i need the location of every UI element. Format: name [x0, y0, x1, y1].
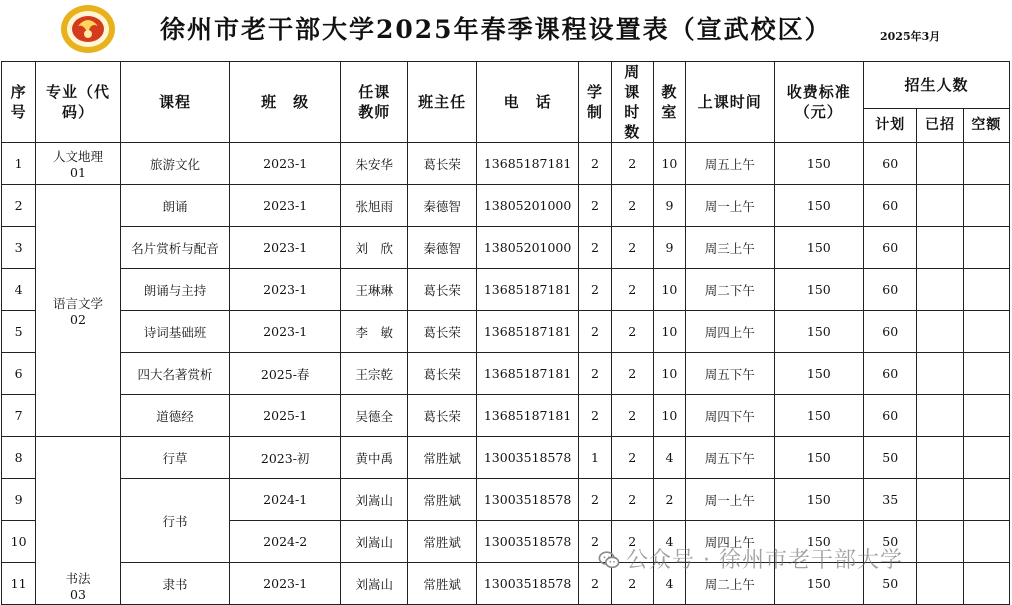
cell-term: 2 — [579, 353, 611, 395]
cell-weekly: 2 — [611, 311, 653, 353]
cell-course: 诗词基础班 — [120, 311, 230, 353]
cell-teacher: 刘 欣 — [341, 227, 408, 269]
cell-weekly: 2 — [611, 143, 653, 185]
cell-no: 4 — [2, 269, 36, 311]
cell-weekly: 2 — [611, 521, 653, 563]
cell-teacher: 刘嵩山 — [341, 563, 408, 605]
cell-course: 四大名著赏析 — [120, 353, 230, 395]
cell-teacher: 张旭雨 — [341, 185, 408, 227]
cell-weekly: 2 — [611, 479, 653, 521]
cell-term: 2 — [579, 479, 611, 521]
cell-teacher: 王琳琳 — [341, 269, 408, 311]
cell-phone: 13685187181 — [476, 311, 579, 353]
cell-plan: 50 — [864, 563, 917, 605]
cell-enrolled — [917, 269, 963, 311]
cell-phone: 13685187181 — [476, 353, 579, 395]
cell-class: 2023-1 — [230, 185, 341, 227]
cell-class: 2023-1 — [230, 311, 341, 353]
table-body — [2, 143, 1010, 605]
watermark — [598, 543, 903, 574]
cell-phone: 13805201000 — [476, 185, 579, 227]
cell-teacher: 黄中禹 — [341, 437, 408, 479]
cell-head: 常胜斌 — [408, 521, 476, 563]
cell-plan: 35 — [864, 479, 917, 521]
cell-vacant — [963, 395, 1009, 437]
col-header-plan: 计划 — [864, 108, 917, 142]
table-row — [2, 437, 1010, 479]
cell-head: 葛长荣 — [408, 143, 476, 185]
school-logo-icon — [60, 4, 116, 54]
cell-plan: 60 — [864, 185, 917, 227]
cell-phone: 13685187181 — [476, 143, 579, 185]
cell-weekly: 2 — [611, 353, 653, 395]
cell-vacant — [963, 437, 1009, 479]
cell-time: 周一上午 — [686, 185, 775, 227]
wechat-icon — [598, 549, 620, 571]
cell-major — [36, 143, 121, 185]
cell-no: 9 — [2, 479, 36, 521]
cell-phone: 13003518578 — [476, 437, 579, 479]
cell-class: 2024-2 — [230, 521, 341, 563]
cell-no: 2 — [2, 185, 36, 227]
cell-vacant — [963, 479, 1009, 521]
cell-no: 6 — [2, 353, 36, 395]
cell-course: 行书 — [120, 479, 230, 563]
cell-no: 10 — [2, 521, 36, 563]
cell-time: 周四上午 — [686, 311, 775, 353]
cell-time: 周一上午 — [686, 479, 775, 521]
cell-course: 道德经 — [120, 395, 230, 437]
cell-head: 葛长荣 — [408, 353, 476, 395]
cell-fee: 150 — [774, 185, 864, 227]
cell-plan: 60 — [864, 353, 917, 395]
cell-teacher: 吴德全 — [341, 395, 408, 437]
cell-time: 周五下午 — [686, 437, 775, 479]
cell-major — [36, 185, 121, 437]
cell-vacant — [963, 269, 1009, 311]
cell-teacher: 刘嵩山 — [341, 521, 408, 563]
major-name: 人文地理 — [52, 149, 103, 164]
col-header-class: 班 级 — [230, 62, 341, 143]
cell-fee: 150 — [774, 521, 864, 563]
course-table — [1, 61, 1010, 605]
cell-term: 2 — [579, 395, 611, 437]
cell-head: 葛长荣 — [408, 269, 476, 311]
major-code: 03 — [70, 587, 86, 602]
cell-class: 2024-1 — [230, 479, 341, 521]
col-header-time: 上课时间 — [686, 62, 775, 143]
col-header-weekly: 周课时数 — [611, 62, 653, 143]
document-date: 2025年3月 — [880, 30, 941, 43]
cell-class: 2023-初 — [230, 437, 341, 479]
cell-time: 周二上午 — [686, 563, 775, 605]
cell-no: 11 — [2, 563, 36, 605]
cell-room: 4 — [653, 437, 685, 479]
cell-time: 周五下午 — [686, 353, 775, 395]
cell-head: 秦德智 — [408, 227, 476, 269]
col-header-major: 专业（代码） — [36, 62, 121, 143]
cell-plan: 60 — [864, 311, 917, 353]
cell-class: 2025-1 — [230, 395, 341, 437]
cell-term: 2 — [579, 521, 611, 563]
cell-head: 常胜斌 — [408, 563, 476, 605]
cell-vacant — [963, 311, 1009, 353]
cell-weekly: 2 — [611, 227, 653, 269]
cell-time: 周五上午 — [686, 143, 775, 185]
cell-vacant — [963, 353, 1009, 395]
cell-enrolled — [917, 227, 963, 269]
cell-course: 朗诵与主持 — [120, 269, 230, 311]
cell-enrolled — [917, 185, 963, 227]
cell-vacant — [963, 227, 1009, 269]
cell-class: 2023-1 — [230, 563, 341, 605]
cell-term: 2 — [579, 227, 611, 269]
cell-weekly: 2 — [611, 185, 653, 227]
col-header-term: 学制 — [579, 62, 611, 143]
cell-course: 行草 — [120, 437, 230, 479]
major-name: 语言文学 — [52, 296, 103, 311]
col-header-fee: 收费标准（元） — [774, 62, 864, 143]
cell-enrolled — [917, 437, 963, 479]
cell-room: 10 — [653, 353, 685, 395]
cell-no: 7 — [2, 395, 36, 437]
cell-major — [36, 437, 121, 605]
cell-time: 周四上午 — [686, 521, 775, 563]
table-row — [2, 395, 1010, 437]
cell-term: 2 — [579, 563, 611, 605]
cell-course: 名片赏析与配音 — [120, 227, 230, 269]
cell-weekly: 2 — [611, 395, 653, 437]
cell-enrolled — [917, 479, 963, 521]
cell-room: 4 — [653, 563, 685, 605]
cell-phone: 13685187181 — [476, 269, 579, 311]
cell-weekly: 2 — [611, 269, 653, 311]
cell-plan: 60 — [864, 227, 917, 269]
page-title: 徐州市老干部大学2025年春季课程设置表（宣武校区） — [160, 15, 832, 44]
table-row — [2, 185, 1010, 227]
cell-room: 10 — [653, 269, 685, 311]
cell-course: 隶书 — [120, 563, 230, 605]
col-header-teacher: 任课教师 — [341, 62, 408, 143]
cell-phone: 13003518578 — [476, 479, 579, 521]
cell-room: 2 — [653, 479, 685, 521]
cell-teacher: 王宗乾 — [341, 353, 408, 395]
major-code: 02 — [70, 312, 86, 327]
cell-no: 5 — [2, 311, 36, 353]
cell-term: 2 — [579, 269, 611, 311]
table-row — [2, 269, 1010, 311]
cell-course: 朗诵 — [120, 185, 230, 227]
col-header-course: 课程 — [120, 62, 230, 143]
table-row — [2, 353, 1010, 395]
cell-fee: 150 — [774, 269, 864, 311]
cell-fee: 150 — [774, 227, 864, 269]
table-row — [2, 143, 1010, 185]
cell-head: 葛长荣 — [408, 311, 476, 353]
cell-head: 常胜斌 — [408, 479, 476, 521]
cell-room: 10 — [653, 311, 685, 353]
cell-head: 秦德智 — [408, 185, 476, 227]
cell-head: 常胜斌 — [408, 437, 476, 479]
table-row — [2, 311, 1010, 353]
cell-weekly: 2 — [611, 437, 653, 479]
cell-class: 2023-1 — [230, 143, 341, 185]
major-name: 书法 — [65, 571, 91, 586]
cell-vacant — [963, 185, 1009, 227]
cell-fee: 150 — [774, 143, 864, 185]
cell-teacher: 朱安华 — [341, 143, 408, 185]
cell-room: 10 — [653, 143, 685, 185]
table-row — [2, 479, 1010, 521]
cell-phone: 13685187181 — [476, 395, 579, 437]
cell-phone: 13003518578 — [476, 563, 579, 605]
cell-term: 1 — [579, 437, 611, 479]
cell-vacant — [963, 521, 1009, 563]
cell-no: 8 — [2, 437, 36, 479]
document-header — [0, 0, 1012, 62]
cell-plan: 50 — [864, 437, 917, 479]
table-row — [2, 227, 1010, 269]
col-header-room: 教室 — [653, 62, 685, 143]
watermark-text: 公众号 · 徐州市老干部大学 — [626, 548, 903, 573]
cell-time: 周二下午 — [686, 269, 775, 311]
cell-enrolled — [917, 143, 963, 185]
cell-plan: 60 — [864, 143, 917, 185]
cell-no: 3 — [2, 227, 36, 269]
cell-term: 2 — [579, 185, 611, 227]
cell-no: 1 — [2, 143, 36, 185]
cell-time: 周四下午 — [686, 395, 775, 437]
cell-fee: 150 — [774, 353, 864, 395]
cell-room: 4 — [653, 521, 685, 563]
cell-teacher: 李 敏 — [341, 311, 408, 353]
table-header-row — [2, 62, 1010, 109]
cell-fee: 150 — [774, 437, 864, 479]
cell-term: 2 — [579, 311, 611, 353]
cell-fee: 150 — [774, 563, 864, 605]
cell-room: 9 — [653, 185, 685, 227]
col-header-no: 序号 — [2, 62, 36, 143]
cell-fee: 150 — [774, 311, 864, 353]
col-header-enroll: 招生人数 — [864, 62, 1010, 109]
cell-vacant — [963, 563, 1009, 605]
cell-phone: 13003518578 — [476, 521, 579, 563]
cell-enrolled — [917, 563, 963, 605]
col-header-enrolled: 已招 — [917, 108, 963, 142]
major-code: 01 — [70, 165, 86, 180]
cell-plan: 60 — [864, 269, 917, 311]
cell-term: 2 — [579, 143, 611, 185]
cell-plan: 50 — [864, 521, 917, 563]
col-header-head-teacher: 班主任 — [408, 62, 476, 143]
cell-course: 旅游文化 — [120, 143, 230, 185]
cell-plan: 60 — [864, 395, 917, 437]
col-header-phone: 电 话 — [476, 62, 579, 143]
cell-class: 2023-1 — [230, 227, 341, 269]
cell-class: 2023-1 — [230, 269, 341, 311]
cell-enrolled — [917, 353, 963, 395]
cell-vacant — [963, 143, 1009, 185]
cell-room: 10 — [653, 395, 685, 437]
col-header-vacant: 空额 — [963, 108, 1009, 142]
cell-room: 9 — [653, 227, 685, 269]
cell-enrolled — [917, 395, 963, 437]
cell-enrolled — [917, 521, 963, 563]
cell-fee: 150 — [774, 479, 864, 521]
cell-fee: 150 — [774, 395, 864, 437]
cell-phone: 13805201000 — [476, 227, 579, 269]
cell-time: 周三上午 — [686, 227, 775, 269]
cell-head: 葛长荣 — [408, 395, 476, 437]
cell-teacher: 刘嵩山 — [341, 479, 408, 521]
cell-class: 2025-春 — [230, 353, 341, 395]
cell-weekly: 2 — [611, 563, 653, 605]
cell-enrolled — [917, 311, 963, 353]
